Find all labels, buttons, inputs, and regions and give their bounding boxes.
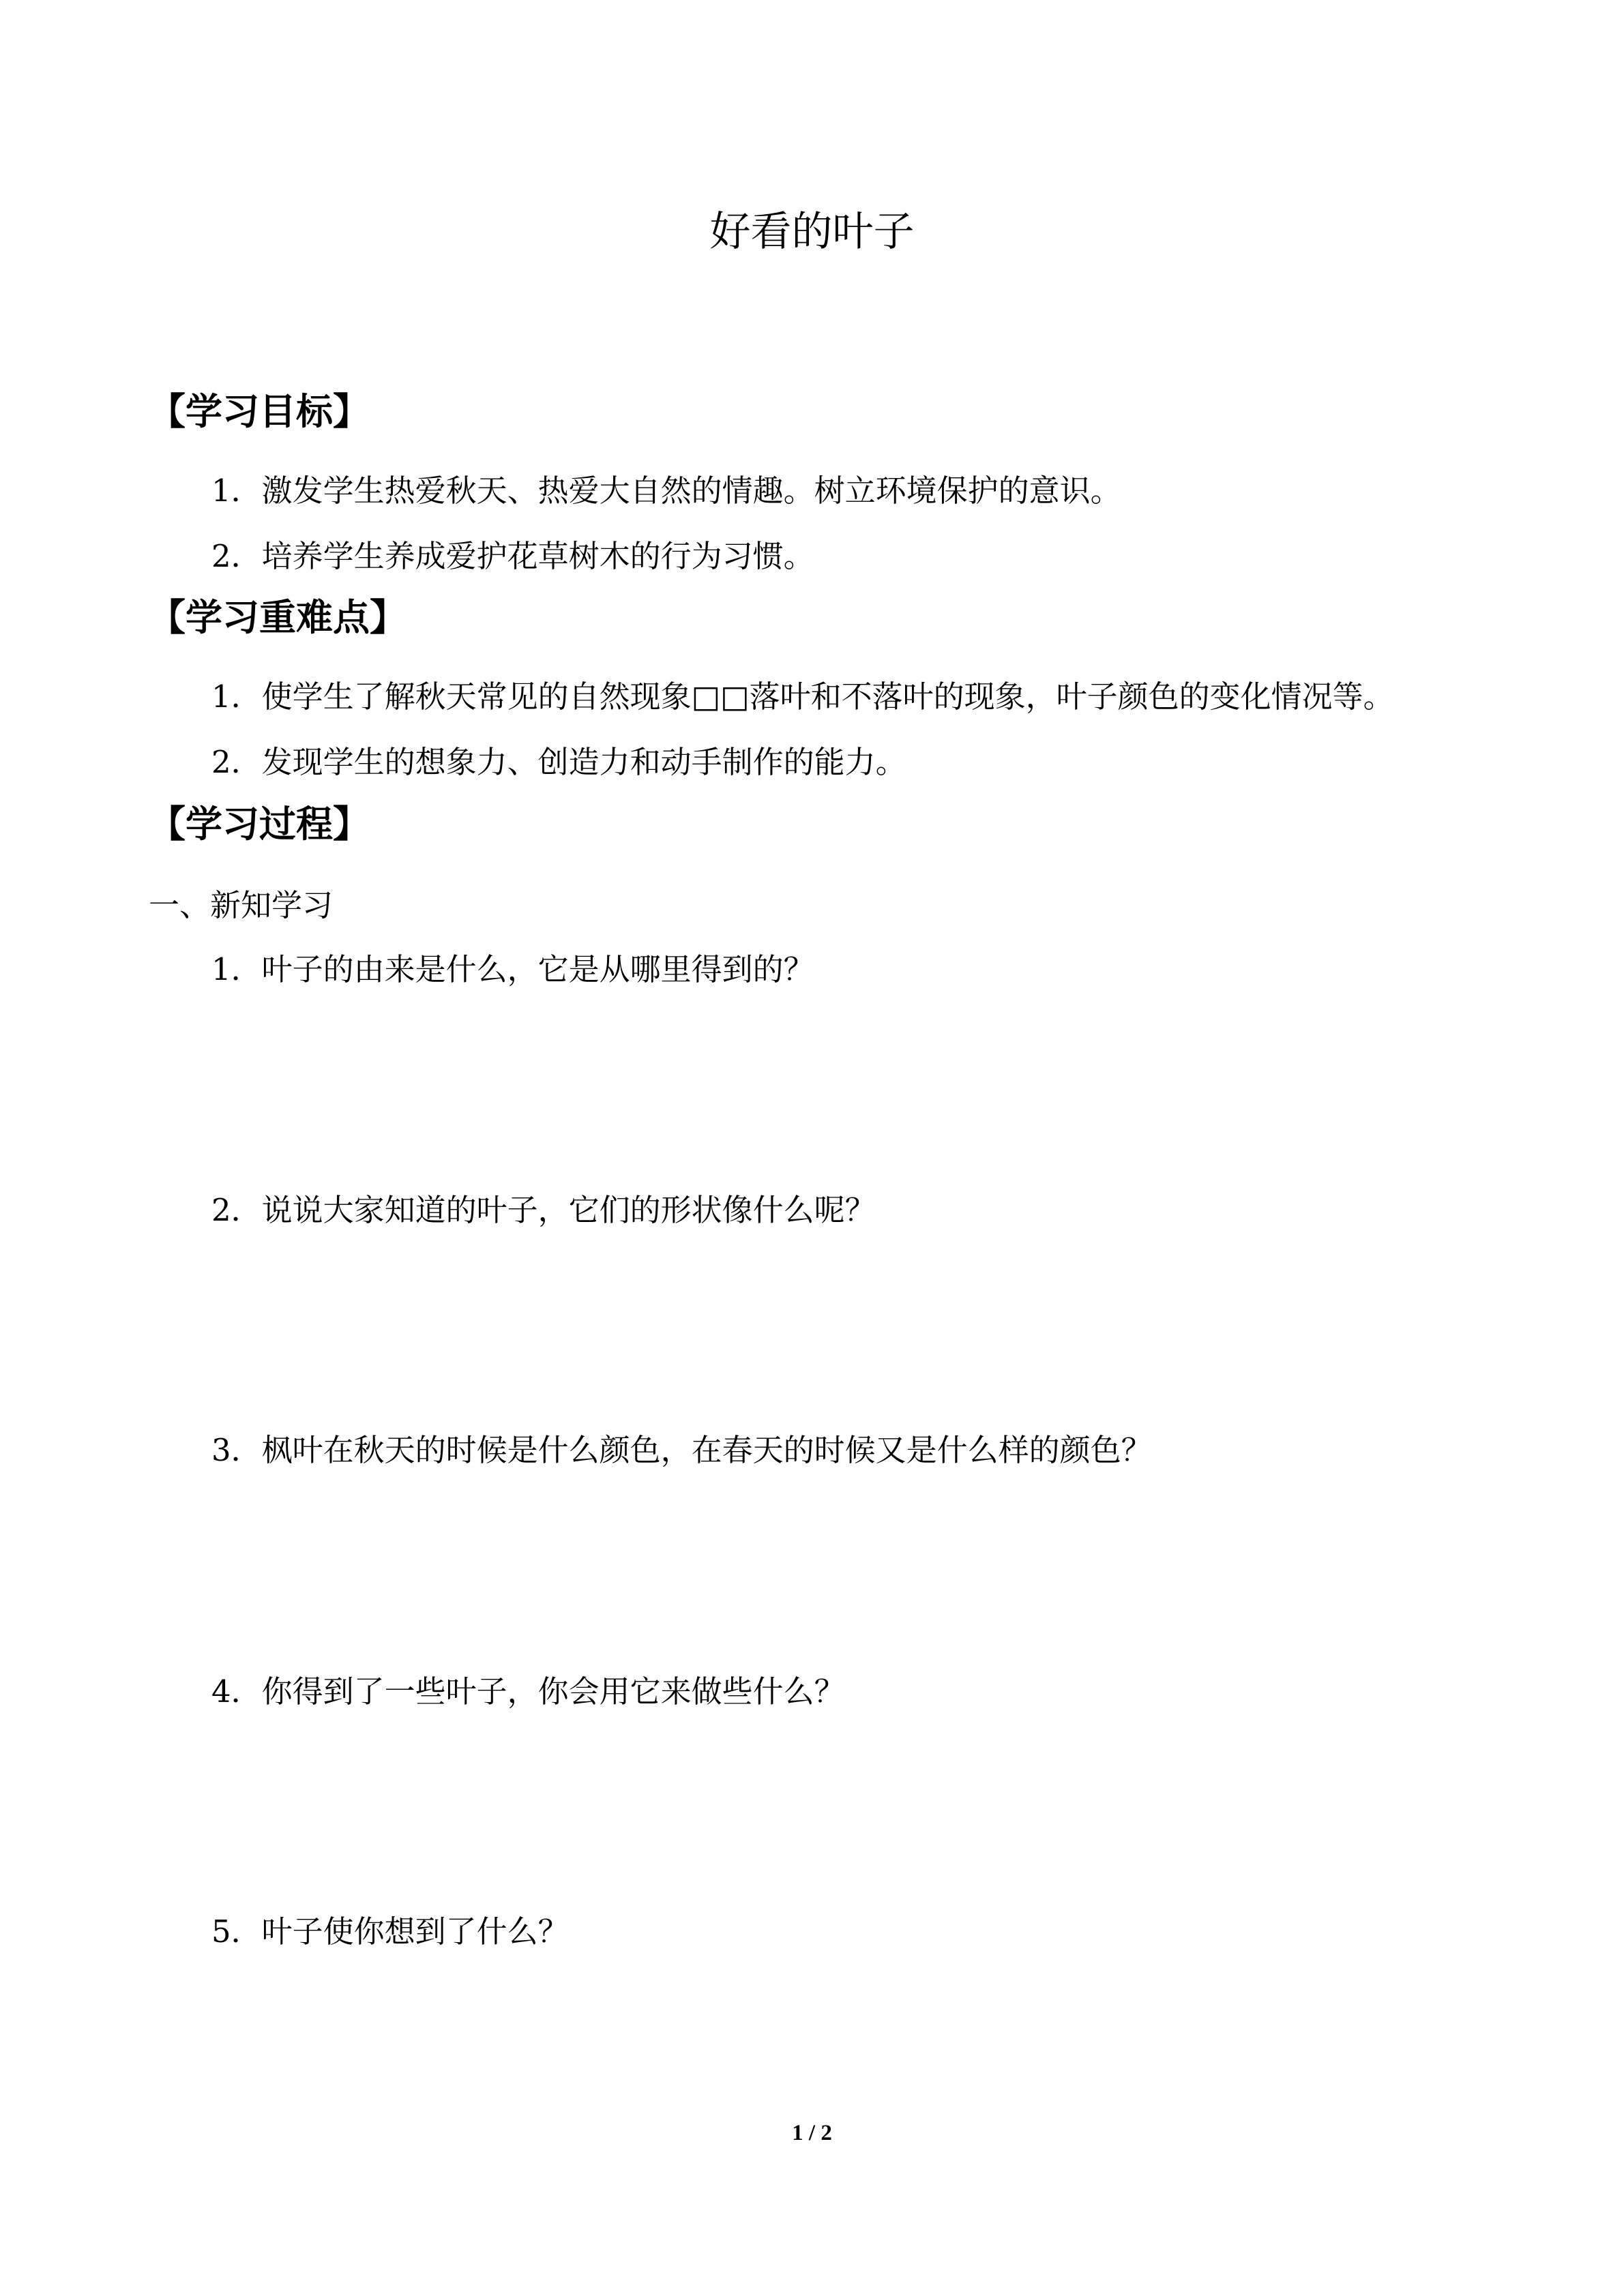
process-subheading: 一、新知学习: [149, 887, 334, 923]
key-points-heading: 【学习重难点】: [149, 596, 407, 639]
question-5: 5．叶子使你想到了什么？: [211, 1913, 569, 1950]
document-title: 好看的叶子: [709, 208, 915, 256]
goal-item-1: 1．激发学生热爱秋天、热爱大自然的情趣。树立环境保护的意识。: [211, 473, 1121, 509]
goals-heading: 【学习目标】: [149, 390, 370, 433]
page-number: 1 / 2: [792, 2121, 832, 2145]
key-point-item-1: 1．使学生了解秋天常见的自然现象□□落叶和不落叶的现象，叶子颜色的变化情况等。: [211, 679, 1394, 715]
goal-item-2: 2．培养学生养成爱护花草树木的行为习惯。: [211, 538, 814, 574]
question-3: 3．枫叶在秋天的时候是什么颜色，在春天的时候又是什么样的颜色？: [211, 1432, 1152, 1468]
question-1: 1．叶子的由来是什么，它是从哪里得到的？: [211, 951, 814, 987]
question-4: 4．你得到了一些叶子，你会用它来做些什么？: [211, 1673, 845, 1710]
process-heading: 【学习过程】: [149, 803, 370, 846]
question-2: 2．说说大家知道的叶子，它们的形状像什么呢？: [211, 1192, 876, 1228]
key-point-item-2: 2．发现学生的想象力、创造力和动手制作的能力。: [211, 744, 906, 780]
